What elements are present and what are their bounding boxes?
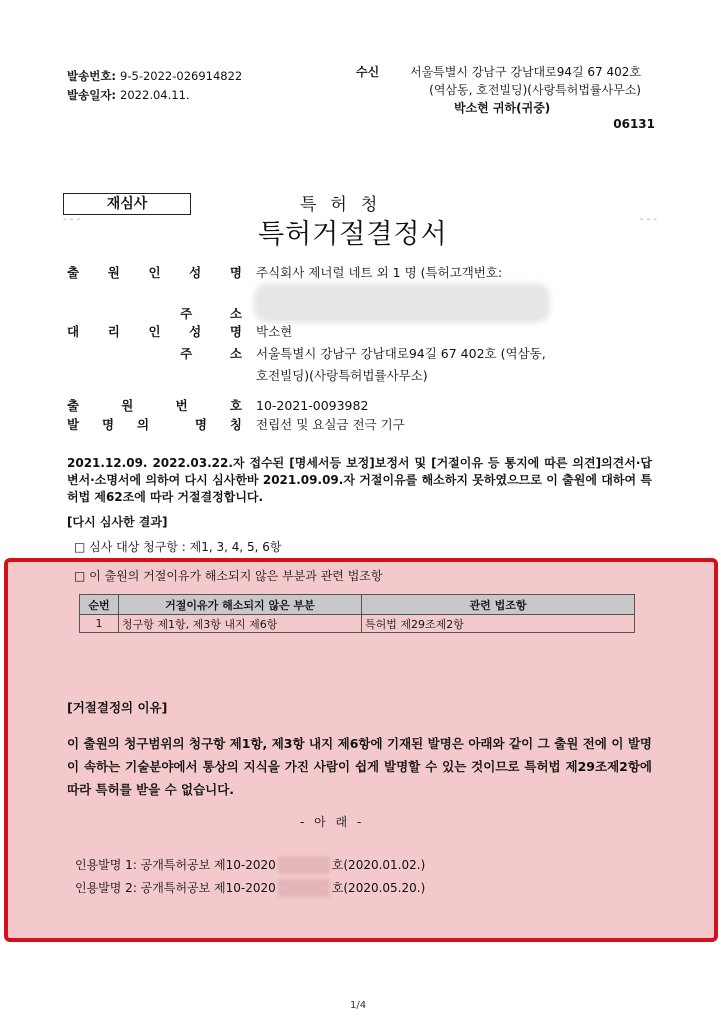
citation-1-suffix: 호(2020.01.02.) bbox=[331, 858, 426, 872]
reasons-heading: [거절결정의 이유] bbox=[67, 700, 168, 715]
send-date: 2022.04.11. bbox=[120, 88, 190, 102]
citation-1-prefix: 인용발명 1: 공개특허공보 제10-2020 bbox=[75, 858, 276, 872]
applicant-row bbox=[67, 262, 502, 282]
reasons-paragraph: 이 출원의 청구범위의 청구항 제1항, 제3항 내지 제6항에 기재된 발명은 아래와 같이 그 출원 전에 이 발명이 속하는 기술분야에서 통상의 지식을 가진 사람이 쉽게 발명할 수 있는 것이므로 특허법 제29조제2항에 따라 특허를 받을 수 없습니다. bbox=[67, 736, 652, 797]
agent-address-label: 주 소 bbox=[180, 346, 242, 361]
agency-name: 특허청 bbox=[300, 195, 392, 215]
citation-2-redaction bbox=[278, 879, 330, 897]
table-header-no: 순번 bbox=[80, 595, 119, 615]
citation-2 bbox=[75, 879, 425, 897]
citation-1 bbox=[75, 856, 425, 874]
citation-2-prefix: 인용발명 2: 공개특허공보 제10-2020 bbox=[75, 881, 276, 895]
page-number: 1/4 bbox=[350, 1000, 367, 1011]
citation-1-redaction bbox=[278, 856, 330, 874]
send-no-label: 발송번호: bbox=[67, 69, 117, 83]
reexam-badge: 재심사 bbox=[63, 193, 191, 215]
table-header-part: 거절이유가 해소되지 않은 부분 bbox=[119, 595, 362, 615]
notes-heading: - 아 래 - bbox=[300, 815, 365, 829]
decision-paragraph: 2021.12.09. 2022.03.22.자 접수된 [명세서등 보정]보정서 및 [거절이유 등 통지에 따른 의견]의견서·답변서·소명서에 의하여 다시 심사한바 2021.09.09.자 거절이유를 해소하지 못하였으므로 이 출원에 대하여 특허법 제62조에 따라 거절결정합니다. bbox=[67, 456, 652, 504]
invention-row bbox=[67, 414, 405, 434]
rejection-table bbox=[79, 594, 635, 633]
agent-value: 박소현 bbox=[256, 324, 293, 339]
address-row bbox=[67, 303, 256, 323]
redacted-address bbox=[254, 283, 550, 323]
document-title: 특허거절결정서 bbox=[258, 219, 448, 250]
send-date-label: 발송일자: bbox=[67, 88, 117, 102]
recipient-address bbox=[410, 63, 641, 99]
invention-title: 전립선 및 요실금 전극 기구 bbox=[256, 417, 405, 432]
unresolved-line: □ 이 출원의 거절이유가 해소되지 않은 부분과 관련 법조항 bbox=[74, 569, 383, 583]
agent-address-row-2 bbox=[67, 365, 428, 385]
applicant-label: 출 원 인 성 명 bbox=[67, 265, 242, 280]
agent-address-line-2: 호전빌딩)(사랑특허법률사무소) bbox=[256, 368, 428, 383]
agent-row bbox=[67, 321, 292, 341]
dash-left: - - - bbox=[63, 214, 81, 225]
claims-line: □ 심사 대상 청구항 : 제1, 3, 4, 5, 6항 bbox=[74, 540, 282, 554]
agent-address-row bbox=[67, 343, 546, 363]
agent-label: 대 리 인 성 명 bbox=[67, 324, 242, 339]
citation-2-suffix: 호(2020.05.20.) bbox=[331, 881, 426, 895]
address-label: 주 소 bbox=[180, 306, 242, 321]
table-header-law: 관련 법조항 bbox=[362, 595, 635, 615]
table-cell-no: 1 bbox=[80, 615, 119, 633]
application-number: 10-2021-0093982 bbox=[256, 397, 369, 413]
recipient-name: 박소현 귀하(귀중) bbox=[454, 101, 551, 115]
send-no: 9-5-2022-026914822 bbox=[120, 69, 243, 83]
dash-right: - - - bbox=[639, 214, 657, 225]
recipient-address-line-2: (역삼동, 호전빌딩)(사랑특허법률사무소) bbox=[429, 83, 641, 97]
invention-label: 발 명 의 명 칭 bbox=[67, 417, 242, 432]
send-info bbox=[67, 66, 242, 104]
recipient-address-line-1: 서울특별시 강남구 강남대로94길 67 402호 bbox=[410, 65, 641, 79]
applicant-value: 주식회사 제너럴 네트 외 1 명 (특허고객번호: bbox=[256, 265, 503, 280]
table-cell-law: 특허법 제29조제2항 bbox=[362, 615, 635, 633]
agent-address-line-1: 서울특별시 강남구 강남대로94길 67 402호 (역삼동, bbox=[256, 346, 546, 361]
zip-code: 06131 bbox=[613, 117, 655, 131]
application-number-row bbox=[67, 395, 368, 415]
application-number-label: 출 원 번 호 bbox=[67, 398, 242, 413]
recipient-label: 수신 bbox=[356, 65, 380, 79]
table-cell-part: 청구항 제1항, 제3항 내지 제6항 bbox=[119, 615, 362, 633]
result-heading: [다시 심사한 결과] bbox=[67, 515, 168, 529]
table-row bbox=[80, 615, 635, 633]
